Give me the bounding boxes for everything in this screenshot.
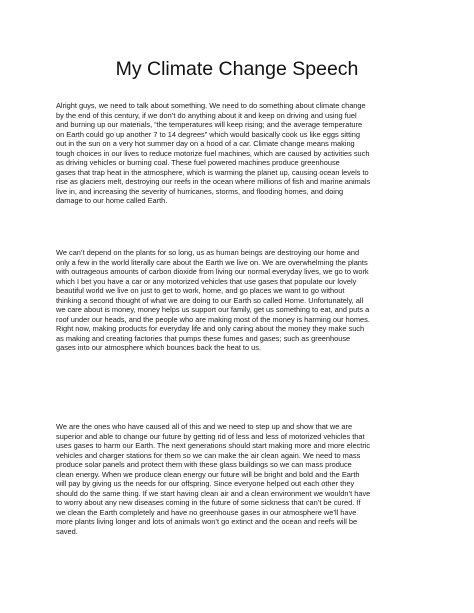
paragraph-line: tough choices in our lives to reduce motorize fuel machines, which are caused by activities such xyxy=(56,148,370,158)
paragraph-line: roof under our heads, and the people who are making most of the money is harming our homes. xyxy=(56,314,370,324)
paragraph-line: damage to our home called Earth. xyxy=(56,196,168,205)
paragraph-line: thinking a second thought of what we are doing to our Earth so called Home. Unfortunately, all xyxy=(56,295,364,305)
paragraph-line: beautiful world we live on just to get to work, home, and go places we want to go without xyxy=(56,286,345,295)
paragraph-line: superior and able to change our future by getting rid of less and less of motorized vehicles that xyxy=(56,431,365,441)
paragraph-line: as driving vehicles or burning coal. These fuel powered machines produce greenhouse xyxy=(56,158,340,167)
paragraph-line: vehicles and charger stations for them so we can make the air clean again. We need to mass xyxy=(56,450,361,460)
page-title: My Climate Change Speech xyxy=(115,58,359,80)
paragraph-line: out in the sun on a very hot summer day on a hood of a car. Climate change means making xyxy=(56,139,355,148)
paragraph-line: saved. xyxy=(56,526,78,536)
paragraph-line: with outrageous amounts of carbon dioxide from living our normal everyday lives, we go to work xyxy=(56,267,369,276)
paragraph-line: on Earth could go up another 7 to 14 degrees” which would basically cook us like eggs sitting xyxy=(56,129,361,139)
paragraph-line: live in, and increasing the severity of hurricanes, storms, and flooding homes, and doing xyxy=(56,186,344,196)
paragraph-line: which I bet you have a car or any motorized vehicles that use gases that populate our lovely xyxy=(56,276,357,286)
paragraph-line: will pay by giving us the needs for our offspring. Since everyone helped out each other they xyxy=(56,479,355,488)
paragraph-line: more plants living longer and lots of animals won’t go extinct and the ocean and reefs will be xyxy=(56,517,358,526)
paragraph-line: We can’t depend on the plants for so long, us as human beings are destroying our home and xyxy=(56,248,360,257)
paragraph-line: by the end of this century, if we don’t do anything about it and keep on driving and using fuel xyxy=(56,110,357,120)
paragraph-line: gases that trap heat in the atmosphere, which is warming the planet up, causing ocean levels to xyxy=(56,167,369,177)
paragraph-line: produce solar panels and protect them with these glass buildings so we can mass produce xyxy=(56,460,352,469)
paragraph-line: to worry about any new diseases coming in the future of some sickness that can’t be cured. If xyxy=(56,498,361,507)
paragraph-1 xyxy=(56,101,420,206)
paragraph-line: gases into our atmosphere which bounces back the heat to us. xyxy=(56,343,262,352)
paragraph-line: Alright guys, we need to talk about something. We need to do something about climate change xyxy=(56,101,366,110)
paragraph-2 xyxy=(56,248,420,353)
paragraph-line: we clean the Earth completely and have no greenhouse gases in our atmosphere we’ll have xyxy=(56,507,357,517)
paragraph-line: clean energy. When we produce clean energy our future will be bright and bold and the Earth xyxy=(56,469,360,479)
paragraph-line: Right now, making products for everyday life and only caring about the money they make such xyxy=(56,324,365,333)
paragraph-line: and burning up our materials, “the temperatures will keep rising; and the average temperature xyxy=(56,120,363,129)
paragraph-3 xyxy=(56,422,420,536)
paragraph-line: we care about is money, money helps us support our family, get us something to eat, and puts a xyxy=(56,305,370,314)
paragraph-line: rise as glaciers melt, destroying our reefs in the ocean where millions of fish and marine animals xyxy=(56,177,371,186)
paragraph-line: only a few in the world literally care about the Earth we live on. We are overwhelming the plants xyxy=(56,257,368,267)
paragraph-line: should do the same thing. If we start having clean air and a clean environment we wouldn’t have xyxy=(56,488,371,498)
paragraph-line: We are the ones who have caused all of this and we need to step up and show that we are xyxy=(56,422,353,431)
paragraph-line: uses gases to harm our Earth. The next generations should start making more and more electric xyxy=(56,441,371,450)
paragraph-line: as making and creating factories that pumps these fumes and gases; such as greenhouse xyxy=(56,333,351,343)
